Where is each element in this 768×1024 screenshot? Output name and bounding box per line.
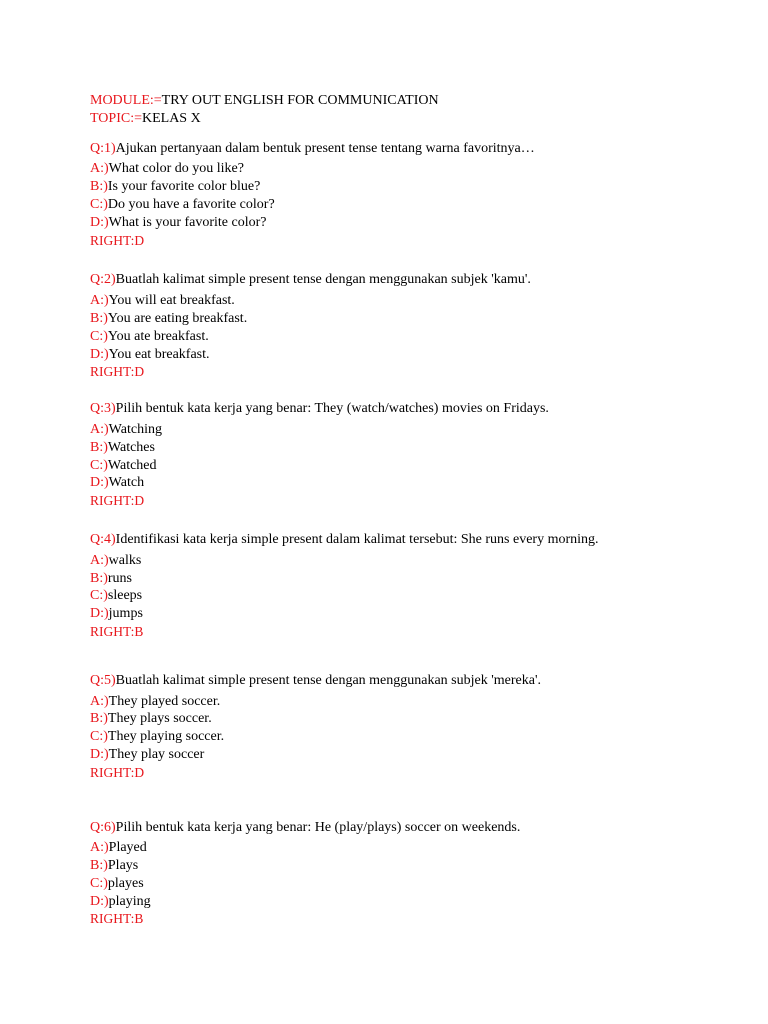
question-label: Q:5) xyxy=(90,672,116,688)
option-text: Do you have a favorite color? xyxy=(107,196,275,212)
answer-key: RIGHT:D xyxy=(90,493,145,509)
option-text: They playing soccer. xyxy=(107,729,225,745)
question-label: Q:2) xyxy=(90,272,116,288)
option-label: D:) xyxy=(90,346,109,362)
question-6 xyxy=(90,819,730,929)
option-b xyxy=(90,439,730,457)
question-label: Q:3) xyxy=(90,401,116,417)
option-label: A:) xyxy=(90,293,109,309)
option-label: C:) xyxy=(90,196,108,212)
option-d xyxy=(90,214,730,232)
option-b xyxy=(90,857,730,875)
question-text-line xyxy=(90,672,730,690)
option-text: What color do you like? xyxy=(108,161,244,177)
topic-label: TOPIC:= xyxy=(90,110,142,126)
option-b xyxy=(90,710,730,728)
option-text: You eat breakfast. xyxy=(108,346,210,362)
option-text: You are eating breakfast. xyxy=(107,310,248,326)
option-text: They play soccer xyxy=(108,746,205,762)
module-label: MODULE:= xyxy=(90,93,162,108)
question-4 xyxy=(90,531,730,641)
question-text: Ajukan pertanyaan dalam bentuk present tense tentang warna favoritnya… xyxy=(115,140,535,156)
topic-line xyxy=(90,110,730,128)
question-text: Buatlah kalimat simple present tense dengan menggunakan subjek 'mereka'. xyxy=(115,672,541,688)
option-text: Is your favorite color blue? xyxy=(107,179,261,195)
option-text: jumps xyxy=(108,606,143,622)
question-label: Q:6) xyxy=(90,819,116,835)
module-value: TRY OUT ENGLISH FOR COMMUNICATION xyxy=(161,93,439,108)
option-label: D:) xyxy=(90,475,109,491)
question-text: Pilih bentuk kata kerja yang benar: He (play/plays) soccer on weekends. xyxy=(115,819,521,835)
option-label: A:) xyxy=(90,693,109,709)
document-header xyxy=(90,92,730,128)
option-label: D:) xyxy=(90,606,109,622)
option-label: D:) xyxy=(90,746,109,762)
option-text: You ate breakfast. xyxy=(107,328,209,344)
question-text: Pilih bentuk kata kerja yang benar: They (watch/watches) movies on Fridays. xyxy=(115,401,549,417)
answer-key: RIGHT:D xyxy=(90,764,145,780)
option-text: They played soccer. xyxy=(108,693,221,709)
option-a xyxy=(90,552,730,570)
option-label: A:) xyxy=(90,552,109,568)
option-text: Watched xyxy=(107,457,157,473)
answer-key: RIGHT:B xyxy=(90,911,144,927)
option-c xyxy=(90,587,730,605)
option-d xyxy=(90,893,730,911)
document-page xyxy=(90,92,730,928)
question-text-line xyxy=(90,400,730,418)
question-5 xyxy=(90,672,730,782)
option-label: A:) xyxy=(90,161,109,177)
option-text: walks xyxy=(108,552,142,568)
option-d xyxy=(90,474,730,492)
option-label: C:) xyxy=(90,729,108,745)
option-label: B:) xyxy=(90,711,108,727)
option-text: Played xyxy=(108,840,147,856)
option-d xyxy=(90,746,730,764)
option-d xyxy=(90,605,730,623)
option-label: B:) xyxy=(90,310,108,326)
option-c xyxy=(90,457,730,475)
question-text-line xyxy=(90,531,730,549)
option-text: Watches xyxy=(107,439,155,455)
option-label: B:) xyxy=(90,439,108,455)
option-label: A:) xyxy=(90,840,109,856)
option-c xyxy=(90,875,730,893)
option-c xyxy=(90,728,730,746)
option-text: They plays soccer. xyxy=(107,711,212,727)
question-text: Buatlah kalimat simple present tense dengan menggunakan subjek 'kamu'. xyxy=(115,272,531,288)
option-text: You will eat breakfast. xyxy=(108,293,235,309)
module-line xyxy=(90,92,730,110)
option-c xyxy=(90,328,730,346)
option-a xyxy=(90,693,730,711)
question-label: Q:4) xyxy=(90,531,116,547)
option-text: playing xyxy=(108,893,151,909)
question-3 xyxy=(90,400,730,510)
option-c xyxy=(90,196,730,214)
topic-value: KELAS X xyxy=(141,110,201,126)
option-a xyxy=(90,292,730,310)
option-text: Watching xyxy=(108,421,162,437)
option-text: runs xyxy=(107,570,133,586)
option-b xyxy=(90,570,730,588)
question-1 xyxy=(90,140,730,250)
option-text: playes xyxy=(107,875,144,891)
question-text-line xyxy=(90,271,730,289)
question-text-line xyxy=(90,140,730,158)
option-label: D:) xyxy=(90,214,109,230)
option-label: D:) xyxy=(90,893,109,909)
option-b xyxy=(90,310,730,328)
answer-key: RIGHT:D xyxy=(90,364,145,380)
option-label: B:) xyxy=(90,858,108,874)
option-label: A:) xyxy=(90,421,109,437)
option-label: C:) xyxy=(90,457,108,473)
option-text: What is your favorite color? xyxy=(108,214,267,230)
answer-key: RIGHT:B xyxy=(90,623,144,639)
question-label: Q:1) xyxy=(90,140,116,156)
option-label: C:) xyxy=(90,328,108,344)
option-label: B:) xyxy=(90,570,108,586)
option-d xyxy=(90,346,730,364)
option-text: Watch xyxy=(108,475,145,491)
question-text: Identifikasi kata kerja simple present dalam kalimat tersebut: She runs every morning. xyxy=(115,531,599,547)
option-label: C:) xyxy=(90,588,108,604)
option-a xyxy=(90,839,730,857)
question-text-line xyxy=(90,819,730,837)
option-a xyxy=(90,160,730,178)
option-b xyxy=(90,178,730,196)
option-label: B:) xyxy=(90,179,108,195)
answer-key: RIGHT:D xyxy=(90,232,145,248)
option-text: Plays xyxy=(107,858,139,874)
question-2 xyxy=(90,271,730,381)
option-label: C:) xyxy=(90,875,108,891)
option-text: sleeps xyxy=(107,588,143,604)
option-a xyxy=(90,421,730,439)
